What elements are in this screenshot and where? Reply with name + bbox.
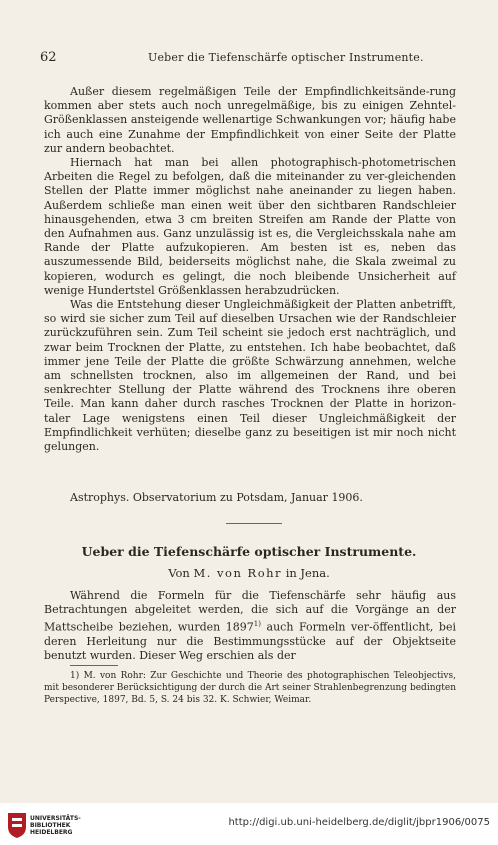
byline-suffix: in Jena.	[285, 566, 330, 580]
page-number: 62	[40, 50, 57, 65]
library-name-line-3: HEIDELBERG	[30, 829, 73, 836]
library-name-line-1: UNIVERSITÄTS-	[30, 815, 81, 822]
digitization-url-link[interactable]: http://digi.ub.uni-heidelberg.de/diglit/jbpr1906/0075	[228, 817, 490, 828]
footnote-reference: 1)	[253, 620, 261, 629]
article2-byline	[0, 566, 498, 580]
footnote: 1) M. von Rohr: Zur Geschichte und Theorie des photographischen Teleobjectivs, mit besonderer Berücksichtigung der durch die Art seiner Strahlenbegrenzung bedingten Perspective, 1897, Bd. 5, S. 24 bis 32. K. Schwier, Weimar.	[44, 671, 456, 705]
running-title: Ueber die Tiefenschärfe optischer Instrumente.	[148, 51, 424, 64]
article2-text-after-ref: auch Formeln ver-öffentlicht, bei deren Herleitung nur die Bestimmungsstücke auf der Objektseite benutzt wurden. Dieser Weg erschien als der	[44, 621, 457, 663]
article1-signature: Astrophys. Observatorium zu Potsdam, Januar 1906.	[70, 491, 363, 504]
article1-paragraph-1: Außer diesem regelmäßigen Teile der Empfindlichkeitsände-rung kommen aber stets auch noch unregelmäßige, bis zu einigen Zehntel-Größenklassen ansteigende wellenartige Schwankungen vor; häufig habe ich auch eine Zunahme der Empfindlichkeit von einer Seite der Platte zur andern beobachtet.	[44, 85, 456, 155]
page-header	[40, 50, 460, 66]
article1-paragraph-2: Hiernach hat man bei allen photographisch-photometrischen Arbeiten die Regel zu befolgen, daß die miteinander zu ver-gleichenden Stellen der Platte immer möglichst nahe aneinander zu liegen haben. Außerdem schließe man einen weit über den sichtbaren Randschleier hinausgehenden, etwa 3 cm breiten Streifen am Rande der Platte von den Aufnahmen aus. Ganz unzulässig ist es, die Vergleichsskala nahe am Rande der Platte aufzukopieren. Am besten ist es, neben das auszumessende Bild, beiderseits möglichst nahe, die Skala zweimal zu kopieren, wodurch es gelingt, die noch bleibende Unsicherheit auf wenige Hundertstel Größenklassen herabzudrücken.	[44, 156, 456, 297]
article1-paragraph-3: Was die Entstehung dieser Ungleichmäßigkeit der Platten anbetrifft, so wird sie sicher zum Teil auf dieselben Ursachen wie der Randschleier zurückzuführen sein. Zum Teil scheint sie jedoch erst nachträglich, und zwar beim Trocknen der Platte, zu entstehen. Ich habe beobachtet, daß immer jene Teile der Platte die größte Schwärzung annehmen, welche am schnellsten trocknen, also im allgemeinen der Rand, und bei senkrechter Stellung der Platte während des Trocknens ihre oberen Teile. Man kann daher durch rasches Trocknen der Platte in horizon-taler Lage wenigstens einen Teil dieser Ungleichmäßigkeit der Empfindlichkeit verhüten; dieselbe ganz zu beseitigen ist mir noch nicht gelungen.	[44, 298, 456, 454]
article2-body	[44, 589, 456, 664]
library-name-line-2: BIBLIOTHEK	[30, 822, 71, 829]
article1-body	[44, 85, 456, 454]
article2-paragraph-1	[44, 589, 456, 664]
library-logo-icon	[6, 811, 28, 839]
section-divider	[226, 523, 282, 524]
article2-title: Ueber die Tiefenschärfe optischer Instrumente.	[81, 544, 417, 559]
footnote-rule	[70, 665, 118, 666]
article2-text-before-ref: Während die Formeln für die Tiefenschärfe sehr häufig aus Betrachtungen abgeleitet werden, die sich auf die Vorgänge an der Mattscheibe beziehen, wurden 1897	[44, 589, 456, 635]
byline-prefix: Von	[168, 566, 190, 580]
digitization-footer	[0, 803, 498, 845]
library-name	[30, 815, 81, 836]
author-name: M. von Rohr	[193, 566, 283, 580]
